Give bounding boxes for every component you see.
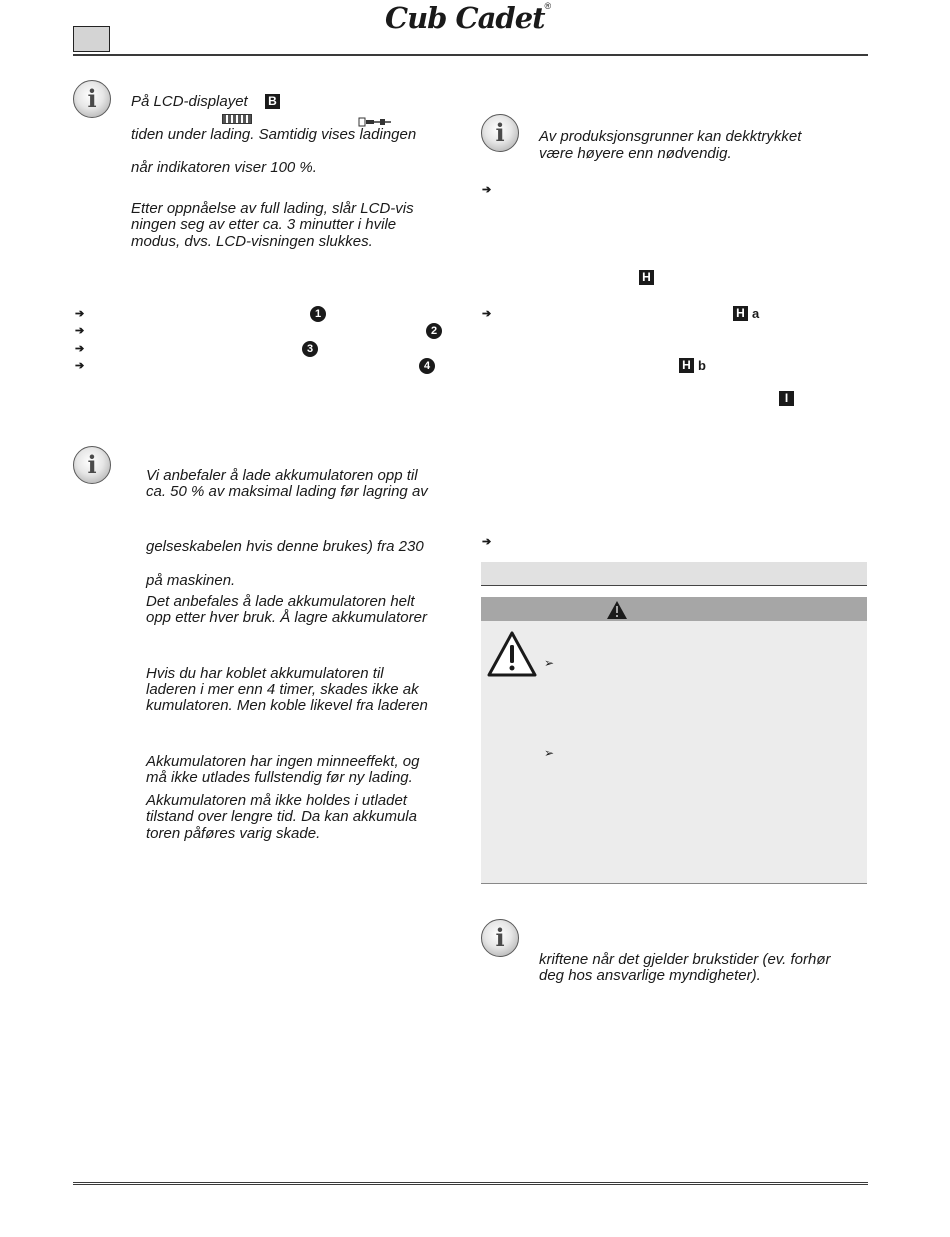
info-icon: i [481,919,519,957]
step-arrow-icon: ➔ [75,308,85,320]
brand-name: Cub Cadet [385,1,545,35]
figure-label-h: H [733,306,748,321]
step-arrow-icon: ➔ [482,536,492,548]
warning-triangle-icon [486,630,538,683]
figure-label-i: I [779,391,794,406]
bullet-arrow-icon: ➢ [544,656,555,670]
warning-header-bar [481,597,867,621]
info2-line: opp etter hver bruk. Å lagre akkumulatorer [146,609,427,626]
section-heading-bar [481,562,867,586]
info2-line: Vi anbefaler å lade akkumulatoren opp til [146,467,418,484]
footer-rule [73,1182,868,1185]
warning-box [481,597,867,884]
right-info1-line1: Av produksjonsgrunner kan dekktrykket [539,128,802,145]
info2-line: ca. 50 % av maksimal lading før lagring av [146,483,428,500]
brand-logo [385,1,565,41]
info-icon: i [481,114,519,152]
info2-line: på maskinen. [146,572,236,589]
info1-line1-text: På LCD-displayet [131,93,248,110]
battery-icon [222,114,252,124]
page-number-box [73,26,110,52]
info2-line: gelseskabelen hvis denne brukes) fra 230 [146,538,424,555]
info1-line7: modus, dvs. LCD-visningen slukkes. [131,233,373,250]
right-info2-line1: kriftene når det gjelder brukstider (ev. forhør [539,951,831,968]
bullet-arrow-icon: ➢ [544,746,555,760]
info2-line: Det anbefales å lade akkumulatoren helt [146,593,415,610]
info2-line: kumulatoren. Men koble likevel fra laderen [146,697,428,714]
step-arrow-icon: ➔ [482,308,492,320]
info-icon: i [73,80,111,118]
info1-line6: ningen seg av etter ca. 3 minutter i hvile [131,216,397,233]
step-arrow-icon: ➔ [75,360,85,372]
plug-icon [358,114,392,124]
step-number-1: 1 [310,306,326,322]
info2-line: Akkumulatoren har ingen minneeffekt, og [146,753,420,770]
figure-label-h: H [679,358,694,373]
figure-sublabel-a: a [752,306,760,321]
figure-sublabel-b: b [698,358,706,373]
info1-line5: Etter oppnåelse av full lading, slår LCD-vis [131,200,414,217]
step-arrow-icon: ➔ [482,184,492,196]
figure-label-b: B [265,94,280,109]
right-info2-line2: deg hos ansvarlige myndigheter). [539,967,761,984]
step-arrow-icon: ➔ [75,325,85,337]
step-arrow-icon: ➔ [75,343,85,355]
info2-line: tilstand over lengre tid. Da kan akkumula [146,808,417,825]
step-number-2: 2 [426,323,442,339]
info-icon: i [73,446,111,484]
info2-line: må ikke utlades fullstendig før ny lading. [146,769,413,786]
header-rule [73,54,868,56]
figure-label-h: H [639,270,654,285]
info1-line3: tiden under lading. Samtidig vises ladingen [131,126,417,143]
info2-line: toren påføres varig skade. [146,825,321,842]
step-number-3: 3 [302,341,318,357]
registered-mark: ® [544,1,552,11]
info1-line4: når indikatoren viser 100 %. [131,159,317,176]
info2-line: laderen i mer enn 4 timer, skades ikke ak [146,681,419,698]
right-info1-line2: være høyere enn nødvendig. [539,145,732,162]
info1-line [131,93,248,110]
step-number-4: 4 [419,358,435,374]
info2-line: Akkumulatoren må ikke holdes i utladet [146,792,407,809]
warning-small-icon [606,600,628,625]
info2-line: Hvis du har koblet akkumulatoren til [146,665,384,682]
